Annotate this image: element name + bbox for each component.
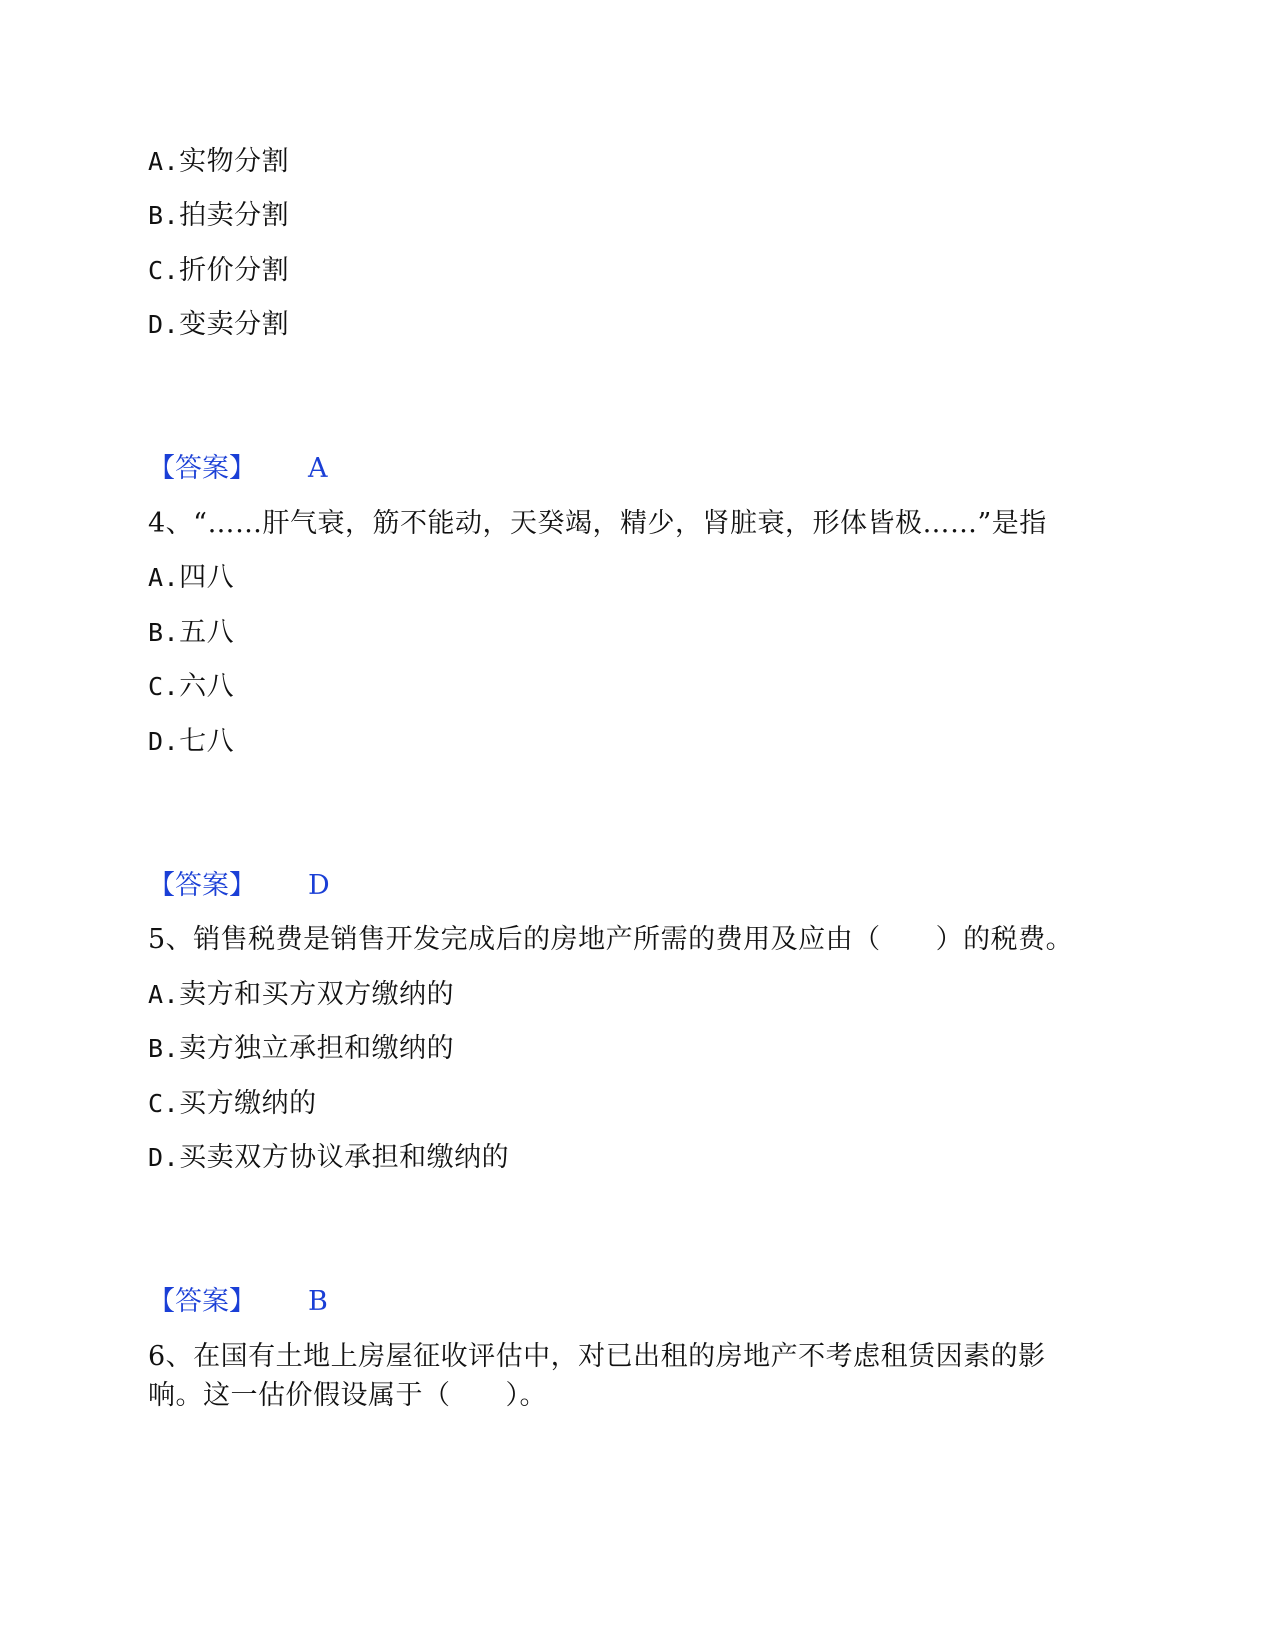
option-label: D. (148, 1143, 180, 1172)
option-label: B. (148, 1034, 180, 1063)
q5-question: 5、销售税费是销售开发完成后的房地产所需的费用及应由（ ）的税费。 (148, 924, 1074, 955)
option-label: C. (148, 672, 180, 701)
option-label: A. (148, 147, 180, 176)
q5-answer (148, 1286, 328, 1318)
q4-question: 4、“……肝气衰，筋不能动，天癸竭，精少，肾脏衰，形体皆极……”是指 (148, 508, 1047, 539)
option-label: C. (148, 1089, 180, 1118)
option-label: C. (148, 256, 180, 285)
q5-option-c (148, 1088, 317, 1120)
q3-answer (148, 453, 328, 485)
option-text: 买方缴纳的 (179, 1088, 317, 1119)
q6-question-line-1: 6、在国有土地上房屋征收评估中，对已出租的房地产不考虑租赁因素的影 (148, 1341, 1046, 1372)
answer-letter: B (308, 1286, 328, 1317)
option-text: 六八 (179, 671, 235, 702)
option-text: 买卖双方协议承担和缴纳的 (179, 1142, 510, 1173)
q4-option-d (148, 726, 234, 758)
option-label: B. (148, 618, 180, 647)
q3-option-c (148, 255, 289, 287)
option-label: A. (148, 980, 180, 1009)
option-text: 四八 (179, 562, 235, 593)
answer-label: 【答案】 (148, 870, 256, 901)
option-label: A. (148, 563, 180, 592)
q4-option-a (148, 562, 234, 594)
option-label: B. (148, 201, 180, 230)
q5-option-d (148, 1142, 509, 1174)
q4-answer (148, 870, 330, 902)
q3-option-d (148, 309, 289, 341)
option-label: D. (148, 727, 180, 756)
q3-option-b (148, 200, 289, 232)
answer-letter: A (308, 453, 328, 484)
q5-option-a (148, 979, 454, 1011)
option-text: 卖方和买方双方缴纳的 (179, 979, 455, 1010)
answer-letter: D (308, 870, 330, 901)
option-text: 拍卖分割 (179, 200, 290, 231)
answer-label: 【答案】 (148, 453, 256, 484)
answer-label: 【答案】 (148, 1286, 256, 1317)
q5-option-b (148, 1033, 454, 1065)
option-text: 实物分割 (179, 146, 290, 177)
q3-option-a (148, 146, 289, 178)
option-text: 卖方独立承担和缴纳的 (179, 1033, 455, 1064)
option-text: 七八 (179, 726, 235, 757)
option-text: 五八 (179, 617, 235, 648)
option-label: D. (148, 310, 180, 339)
q6-question-line-2: 响。这一估价假设属于（ ）。 (148, 1380, 547, 1411)
q4-option-b (148, 617, 234, 649)
option-text: 折价分割 (179, 255, 290, 286)
option-text: 变卖分割 (179, 309, 290, 340)
q4-option-c (148, 671, 234, 703)
